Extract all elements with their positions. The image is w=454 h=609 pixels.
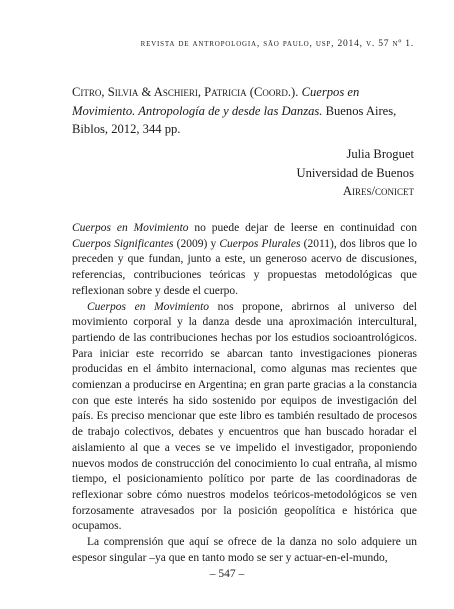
book-title: Cuerpos Plurales (219, 237, 301, 250)
page-number: – 547 – (209, 568, 245, 580)
paragraph-text: no puede dejar de leerse en continuidad con (188, 222, 417, 234)
review-body (72, 221, 417, 566)
paragraph-2 (72, 300, 417, 536)
paragraph-1 (72, 221, 417, 300)
review-author-name: Julia Broguet (346, 147, 414, 161)
paragraph-text: (2009) y (173, 237, 220, 250)
book-title: Cuerpos en Movimiento (87, 300, 210, 313)
review-author (296, 145, 414, 201)
paragraph-text: nos propone, abrirnos al universo del movimiento corporal y la danza desde una aproximación intercultural, partiendo de las contribuciones hechas por los estudios socioantrológicos. Para iniciar este recorrido se abarcan tanto investigaciones pioneras producidas en el ámbito internacional, como algunas mas recientes que comienzan a producirse en Argentina; en gran parte gracias a la constancia con que este interés ha sido sostenido por equipos de investigación del país. Es preciso mencionar que este libro es también resultado de procesos de trabajo colectivos, debates y encuentros que han buscado horadar el aislamiento al que a veces se ve impelido el investigador, proponiendo nuevos modos de construcción del conocimiento lo cual entraña, al mismo tiempo, el posicionamiento político por parte de las coordinadoras de reflexionar sobre cómo nuestros modelos teóricos-metodológicos se ven forzosamente atravesados por la posición geopolítica e histórica que ocupamos. (72, 300, 417, 533)
bibliographic-citation (72, 83, 417, 139)
paragraph-text: (2011), dos libros que lo preceden y que fundan, junto a este, un generoso acervo de discusiones, referencias, contribuciones teóricas y propuestas metodológicas que reflexionan sobre y desde el cuerpo. (72, 237, 417, 297)
review-author-affiliation-line2: Aires/conicet (342, 184, 414, 198)
citation-authors: Citro, Silvia & Aschieri, Patricia (Coord.). (72, 85, 299, 99)
review-author-affiliation-line1: Universidad de Buenos (296, 165, 414, 180)
book-title: Cuerpos en Movimiento (72, 222, 189, 234)
book-title: Cuerpos Significantes (72, 237, 174, 250)
running-header: revista de antropologia, são paulo, usp, 2014, v. 57 nº 1. (140, 39, 414, 49)
paragraph-3: La comprensión que aquí se ofrece de la danza no solo adquiere un espesor singular –ya que en tanto modo se ser y actuar-en-el-mundo, (72, 536, 417, 564)
citation-publisher: Buenos Aires, Biblos, 2012, 344 pp. (72, 103, 397, 136)
citation-title: Cuerpos en Movimiento. Antropología de y desde las Danzas. (72, 85, 360, 118)
